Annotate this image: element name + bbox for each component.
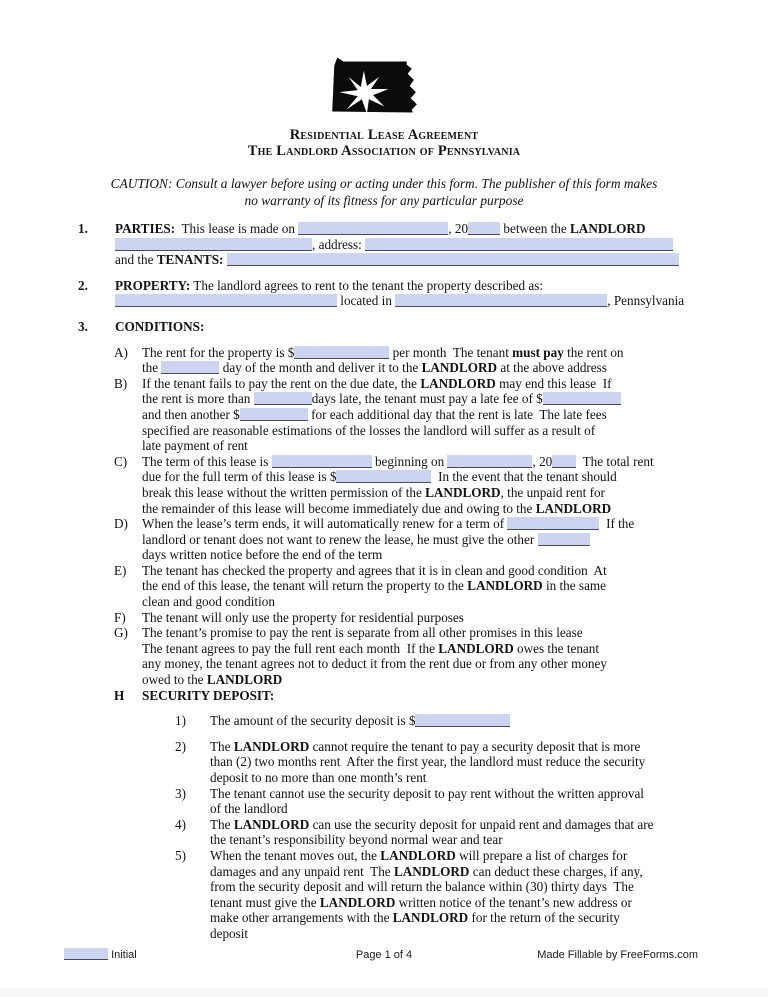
caution-line-2: no warranty of its fitness for any particular purpose bbox=[244, 192, 524, 208]
fillable-credit: Made Fillable by FreeForms.com bbox=[537, 949, 698, 961]
item-marker: 1) bbox=[175, 713, 186, 729]
form-item-f bbox=[0, 610, 768, 626]
text-segment: the remainder of this lease will become immediately due and owing to the bbox=[142, 500, 536, 516]
text-segment: When the tenant moves out, the bbox=[210, 847, 381, 863]
text-line bbox=[115, 252, 697, 268]
daily-late-fee-field[interactable] bbox=[240, 408, 308, 421]
text-line bbox=[210, 848, 698, 864]
text-line bbox=[142, 656, 698, 672]
text-segment: The total rent bbox=[576, 453, 654, 469]
item-content bbox=[115, 221, 697, 268]
text-segment: from the security deposit and will return the balance within (30) thirty days The bbox=[210, 879, 634, 895]
bold-text: TENANTS: bbox=[156, 252, 224, 268]
text-line bbox=[115, 319, 697, 335]
item-marker: 2) bbox=[175, 738, 186, 754]
form-item-2 bbox=[0, 278, 768, 309]
item-marker: G) bbox=[114, 625, 128, 641]
text-segment: than (2) two months rent After the first year, the landlord must reduce the security bbox=[210, 754, 646, 770]
item-content bbox=[115, 319, 697, 335]
text-segment: tenant must give the bbox=[210, 894, 320, 910]
text-segment: When the lease’s term ends, it will automatically renew for a term of bbox=[142, 516, 508, 532]
text-segment: the rent is more than bbox=[142, 391, 254, 407]
document-body bbox=[0, 221, 768, 942]
text-line bbox=[142, 345, 698, 361]
text-segment: at the above address bbox=[497, 360, 607, 376]
form-item-h bbox=[0, 688, 768, 704]
text-segment: the tenant’s responsibility beyond normal wear and tear bbox=[210, 832, 503, 848]
late-fee-field[interactable] bbox=[543, 392, 621, 405]
text-segment: The tenant will only use the property for residential purposes bbox=[142, 609, 464, 625]
text-line bbox=[142, 610, 698, 626]
text-line bbox=[210, 713, 698, 729]
text-line bbox=[210, 739, 698, 755]
text-line bbox=[142, 423, 698, 439]
item-content bbox=[210, 817, 698, 848]
text-segment: between the bbox=[500, 221, 571, 236]
bold-text: LANDLORD bbox=[392, 910, 469, 926]
bold-text: LANDLORD bbox=[438, 640, 514, 656]
term-begin-year-field[interactable] bbox=[552, 455, 576, 468]
text-segment: and then another $ bbox=[142, 406, 240, 422]
security-deposit-amount-field[interactable] bbox=[415, 714, 510, 727]
text-segment: specified are reasonable estimations of the losses the landlord will suffer as a result of bbox=[142, 422, 596, 438]
form-item-g bbox=[0, 625, 768, 687]
total-rent-field[interactable] bbox=[336, 470, 431, 483]
bold-text: PARTIES: bbox=[115, 221, 176, 236]
text-segment: , the unpaid rent for bbox=[500, 484, 605, 500]
text-segment: owes the tenant bbox=[513, 640, 600, 656]
text-line bbox=[210, 910, 698, 926]
text-line bbox=[142, 360, 698, 376]
text-line bbox=[210, 754, 698, 770]
item-content bbox=[142, 625, 698, 687]
property-location-field[interactable] bbox=[395, 294, 607, 307]
text-segment: due for the full term of this lease is $ bbox=[142, 469, 337, 485]
text-line bbox=[115, 221, 697, 237]
caution-line-1: CAUTION: Consult a lawyer before using or acting under this form. The publisher of this form makes bbox=[110, 176, 658, 191]
text-segment: damages and any unpaid rent The bbox=[210, 863, 394, 879]
form-item-1 bbox=[0, 221, 768, 268]
text-segment: beginning on bbox=[371, 453, 448, 469]
caution-notice bbox=[62, 176, 706, 209]
text-line bbox=[142, 532, 698, 548]
text-segment: written notice of the tenant’s new address or bbox=[395, 894, 632, 910]
item-marker: 4) bbox=[175, 816, 186, 832]
item-marker: D) bbox=[114, 516, 128, 532]
text-segment: The tenant agrees to pay the full rent each month If the bbox=[142, 640, 439, 656]
form-item-c bbox=[0, 454, 768, 516]
text-line bbox=[142, 376, 698, 392]
text-segment: If the bbox=[599, 516, 635, 532]
text-segment: days late, the tenant must pay a late fee of $ bbox=[311, 391, 543, 407]
item-content bbox=[142, 345, 698, 376]
bold-text: SECURITY DEPOSIT: bbox=[142, 687, 275, 703]
document-subtitle: The Landlord Association of Pennsylvania bbox=[247, 143, 521, 159]
text-line bbox=[142, 469, 698, 485]
text-line bbox=[142, 516, 698, 532]
form-item-e bbox=[0, 563, 768, 610]
text-segment: days written notice before the end of the term bbox=[142, 547, 383, 563]
text-segment: The tenant cannot use the security deposit to pay rent without the written approval bbox=[210, 785, 644, 801]
text-segment: , 20 bbox=[532, 453, 553, 469]
text-segment: may end this lease If bbox=[495, 375, 612, 391]
text-line bbox=[210, 926, 698, 942]
text-segment: and the bbox=[115, 252, 157, 268]
item-marker: B) bbox=[114, 375, 128, 391]
lease-term-field[interactable] bbox=[272, 455, 372, 468]
text-segment: The amount of the security deposit is $ bbox=[210, 713, 416, 729]
text-line bbox=[210, 879, 698, 895]
text-segment: day of the month and deliver it to the bbox=[219, 360, 422, 376]
text-line bbox=[210, 832, 698, 848]
item-marker: 5) bbox=[175, 847, 186, 863]
text-line bbox=[142, 547, 698, 563]
form-item-5 bbox=[0, 848, 768, 942]
item-content bbox=[142, 563, 698, 610]
form-item-3 bbox=[0, 319, 768, 335]
landlord-name-field[interactable] bbox=[115, 238, 312, 251]
bold-text: LANDLORD bbox=[380, 847, 456, 863]
text-line bbox=[115, 278, 697, 294]
text-segment: deposit bbox=[210, 925, 249, 941]
document-header bbox=[0, 127, 768, 159]
text-segment: per month The tenant bbox=[389, 344, 513, 360]
pennsylvania-logo bbox=[321, 53, 423, 119]
bold-text: LANDLORD bbox=[420, 375, 496, 391]
text-segment: late payment of rent bbox=[142, 438, 248, 454]
item-marker: 2. bbox=[78, 277, 88, 293]
form-item-3 bbox=[0, 786, 768, 817]
item-content bbox=[210, 739, 698, 786]
renewal-term-field[interactable] bbox=[507, 517, 599, 530]
text-segment: The tenant’s promise to pay the rent is separate from all other promises in this lease bbox=[142, 625, 583, 641]
text-segment: landlord or tenant does not want to renew the lease, he must give the other bbox=[142, 531, 538, 547]
text-line bbox=[210, 895, 698, 911]
text-segment: The bbox=[210, 738, 234, 754]
form-item-d bbox=[0, 516, 768, 563]
item-marker: 1. bbox=[78, 221, 88, 236]
text-segment: The landlord agrees to rent to the tenant the property described as: bbox=[190, 277, 544, 293]
text-segment: of the landlord bbox=[210, 801, 288, 817]
bold-text: LANDLORD bbox=[535, 500, 612, 516]
text-segment: clean and good condition bbox=[142, 594, 275, 610]
text-segment: break this lease without the written permission of the bbox=[142, 484, 426, 500]
form-item-a bbox=[0, 345, 768, 376]
text-line bbox=[115, 237, 697, 253]
page-bottom-edge bbox=[0, 988, 768, 997]
text-segment: will prepare a list of charges for bbox=[455, 847, 628, 863]
item-content bbox=[142, 516, 698, 563]
item-content bbox=[115, 278, 697, 309]
bold-text: CONDITIONS: bbox=[115, 318, 205, 334]
text-segment: the bbox=[142, 360, 162, 376]
landlord-address-field[interactable] bbox=[365, 238, 673, 251]
item-marker: 3. bbox=[78, 318, 88, 334]
text-segment: The rent for the property is $ bbox=[142, 344, 295, 360]
text-line bbox=[142, 563, 698, 579]
tenants-names-field[interactable] bbox=[227, 253, 679, 266]
text-segment: in the same bbox=[542, 578, 607, 594]
late-after-days-field[interactable] bbox=[254, 392, 312, 405]
item-content bbox=[210, 848, 698, 942]
bold-text: LANDLORD bbox=[425, 484, 501, 500]
text-segment: can use the security deposit for unpaid rent and damages that are bbox=[309, 816, 654, 832]
bold-text: LANDLORD bbox=[393, 863, 470, 879]
property-description-field[interactable] bbox=[115, 294, 337, 307]
page-number: Page 1 of 4 bbox=[355, 949, 413, 961]
text-segment: The tenant has checked the property and agrees that it is in clean and good condition At bbox=[142, 562, 607, 578]
text-segment: The term of this lease is bbox=[142, 453, 272, 469]
form-item-1 bbox=[0, 713, 768, 729]
bold-text: LANDLORD bbox=[206, 672, 283, 688]
renewal-notice-days-field[interactable] bbox=[538, 533, 590, 546]
text-segment: deposit to no more than one month’s rent bbox=[210, 770, 427, 785]
item-content bbox=[210, 713, 698, 729]
item-marker: E) bbox=[114, 562, 127, 578]
form-item-b bbox=[0, 376, 768, 454]
text-segment: , 20 bbox=[448, 221, 469, 236]
text-line bbox=[210, 786, 698, 802]
text-line bbox=[142, 501, 698, 517]
pennsylvania-state-icon bbox=[332, 57, 417, 112]
text-line bbox=[142, 485, 698, 501]
text-segment: In the event that the tenant should bbox=[431, 469, 617, 485]
text-segment: cannot require the tenant to pay a security deposit that is more bbox=[309, 738, 641, 754]
text-segment: If the tenant fails to pay the rent on the due date, the bbox=[142, 375, 421, 391]
text-segment: can deduct these charges, if any, bbox=[469, 863, 643, 879]
monthly-rent-field[interactable] bbox=[294, 346, 389, 359]
text-line bbox=[142, 391, 698, 407]
item-marker: F) bbox=[114, 609, 126, 625]
text-segment: for the return of the security bbox=[468, 910, 620, 926]
text-segment: make other arrangements with the bbox=[210, 910, 393, 926]
lease-year-field[interactable] bbox=[468, 222, 500, 235]
term-begin-date-field[interactable] bbox=[447, 455, 532, 468]
bold-text: LANDLORD bbox=[421, 360, 498, 376]
text-segment: for each additional day that the rent is late The late fees bbox=[307, 406, 607, 422]
text-line bbox=[115, 293, 697, 309]
text-line bbox=[142, 625, 698, 641]
text-line bbox=[142, 672, 698, 688]
text-segment: This lease is made on bbox=[175, 221, 299, 236]
text-line bbox=[210, 801, 698, 817]
text-line bbox=[142, 594, 698, 610]
text-segment: any money, the tenant agrees not to deduct it from the rent due or from any other money bbox=[142, 656, 607, 672]
page-footer bbox=[0, 948, 768, 968]
initial-label: Initial bbox=[111, 949, 137, 961]
text-line bbox=[142, 688, 698, 704]
item-marker: 3) bbox=[175, 785, 186, 801]
text-line bbox=[210, 770, 698, 786]
item-content bbox=[142, 454, 698, 516]
bold-text: LANDLORD bbox=[233, 738, 310, 754]
text-line bbox=[142, 578, 698, 594]
text-line bbox=[142, 438, 698, 454]
item-content bbox=[142, 610, 698, 626]
item-content bbox=[210, 786, 698, 817]
text-line bbox=[142, 407, 698, 423]
text-segment: , Pennsylvania bbox=[607, 293, 685, 309]
item-content bbox=[142, 376, 698, 454]
bold-text: LANDLORD bbox=[570, 221, 646, 236]
item-content bbox=[142, 688, 698, 704]
rent-due-day-field[interactable] bbox=[161, 361, 219, 374]
text-segment: located in bbox=[337, 293, 396, 309]
text-line bbox=[210, 864, 698, 880]
text-segment: the end of this lease, the tenant will return the property to the bbox=[142, 578, 468, 594]
document-title: Residential Lease Agreement bbox=[289, 127, 479, 143]
bold-text: LANDLORD bbox=[233, 816, 310, 832]
form-item-4 bbox=[0, 817, 768, 848]
item-marker: A) bbox=[114, 344, 128, 360]
bold-text: LANDLORD bbox=[467, 578, 543, 594]
bold-text: LANDLORD bbox=[319, 894, 396, 910]
text-segment: owed to the bbox=[142, 672, 207, 688]
text-line bbox=[142, 641, 698, 657]
text-segment: The bbox=[210, 816, 234, 832]
lease-date-field[interactable] bbox=[298, 222, 448, 235]
bold-text: must pay bbox=[512, 344, 564, 360]
bold-text: PROPERTY: bbox=[115, 277, 191, 293]
text-segment: , address: bbox=[312, 236, 366, 252]
text-segment: the rent on bbox=[563, 344, 624, 360]
item-marker: H bbox=[114, 687, 125, 703]
item-marker: C) bbox=[114, 453, 128, 469]
text-line bbox=[210, 817, 698, 833]
text-line bbox=[142, 454, 698, 470]
form-item-2 bbox=[0, 739, 768, 786]
